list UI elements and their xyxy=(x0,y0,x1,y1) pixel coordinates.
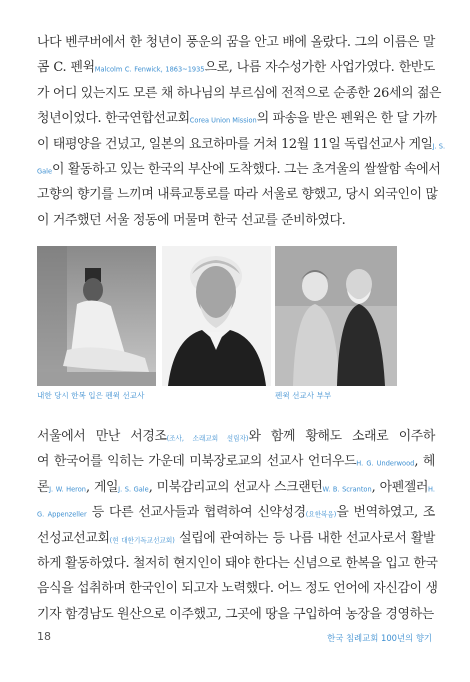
text-line xyxy=(37,424,435,449)
inline-annotation: (요한복음) xyxy=(305,510,337,519)
body-text: 청년이었다. 한국연합선교회 xyxy=(37,111,190,127)
inline-annotation: J. W. Heron xyxy=(49,485,86,494)
inline-annotation: J. S. Gale xyxy=(118,485,149,494)
text-line xyxy=(37,449,435,474)
text-line xyxy=(37,500,435,525)
inline-annotation: H. xyxy=(428,485,435,494)
text-line xyxy=(37,526,435,551)
body-text: , 헤 xyxy=(414,454,435,470)
body-text: 하게 활동하였다. 철저히 현지인이 돼야 한다는 신념으로 한복을 입고 한국 xyxy=(37,555,438,571)
body-text: 론 xyxy=(37,479,50,495)
body-text: 음식을 섭취하며 한국인이 되고자 노력했다. 어느 정도 언어에 자신감이 생 xyxy=(37,581,438,597)
body-text: , 아펜젤러 xyxy=(371,479,429,495)
photo-caption-right: 펜윅 선교사 부부 xyxy=(275,391,332,400)
body-text: 와 함께 황해도 소래로 이주하 xyxy=(248,429,436,444)
text-line xyxy=(37,602,435,627)
inline-annotation: J. S. xyxy=(432,142,446,151)
inline-annotation: (조사, 소래교회 설립자) xyxy=(166,434,249,443)
inline-annotation: (현 대한기독교선교회) xyxy=(109,536,175,545)
body-text: 으로, 나름 자수성가한 사업가였다. 한반도 xyxy=(204,60,436,76)
photo-fenwick-portrait xyxy=(162,246,271,386)
text-line xyxy=(37,551,438,576)
text-line xyxy=(37,55,435,80)
body-text: 기자 함경남도 원산으로 이주했고, 그곳에 땅을 구입하여 농장을 경영하는 xyxy=(37,606,434,622)
body-text: 설립에 관여하는 등 나름 내한 선교사로서 활발 xyxy=(174,530,435,546)
photo-fenwick-couple xyxy=(275,246,397,386)
text-line xyxy=(37,132,446,157)
body-paragraph-2 xyxy=(37,424,438,627)
photo-man-in-hanbok xyxy=(37,246,156,386)
page-number: 18 xyxy=(37,630,51,643)
body-text: 을 번역하였고, 조 xyxy=(336,505,435,521)
inline-annotation: W. B. Scranton xyxy=(322,485,372,494)
text-line xyxy=(37,30,435,55)
inline-annotation: H. G. Underwood xyxy=(356,459,415,468)
body-text: 의 파송을 받은 펜윅은 한 달 가까 xyxy=(256,111,437,127)
body-text: 이 거주했던 서울 정동에 머물며 한국 선교를 준비하였다. xyxy=(37,212,346,228)
body-text: 등 다른 선교사들과 협력하여 신약성경 xyxy=(86,505,306,521)
inline-annotation: Gale xyxy=(37,167,53,176)
text-line xyxy=(37,182,438,207)
body-text: 가 어디 있는지도 모른 채 하나님의 부르심에 전적으로 순종한 26세의 젊은 xyxy=(37,85,442,101)
body-text: , 게일 xyxy=(85,479,119,495)
text-line xyxy=(37,208,435,233)
body-text: , 미북감리교의 선교사 스크랜턴 xyxy=(148,479,323,495)
running-head: 한국 침례교회 100년의 향기 xyxy=(327,633,432,643)
text-line xyxy=(37,475,435,500)
body-text: 나다 벤쿠버에서 한 청년이 풍운의 꿈을 안고 배에 올랐다. 그의 이름은 말 xyxy=(37,35,435,50)
body-text: 여 한국어를 익히는 가운데 미북장로교의 선교사 언더우드 xyxy=(37,454,357,470)
text-line xyxy=(37,81,442,106)
body-text: 이 태평양을 건넜고, 일본의 요코하마를 거쳐 12월 11일 독립선교사 게일 xyxy=(37,136,433,152)
text-line xyxy=(37,106,435,131)
inline-annotation: Corea Union Mission xyxy=(189,116,257,125)
body-text: 고향의 향기를 느끼며 내륙교통로를 따라 서울로 향했고, 당시 외국인이 많 xyxy=(37,187,438,203)
body-paragraph-1 xyxy=(37,30,446,233)
body-text: 콤 C. 펜윅 xyxy=(37,60,95,76)
text-line xyxy=(37,157,441,182)
body-text: 선성교선교회 xyxy=(37,530,110,546)
body-text: 서울에서 만난 서경조 xyxy=(37,429,167,444)
text-line xyxy=(37,576,438,601)
inline-annotation: Malcolm C. Fenwick, 1863~1935 xyxy=(94,65,205,74)
body-text: 이 활동하고 있는 한국의 부산에 도착했다. 그는 초겨울의 쌀쌀함 속에서 xyxy=(52,161,441,177)
inline-annotation: G. Appenzeller xyxy=(37,510,87,519)
photo-caption-left: 내한 당시 한복 입은 펜윅 선교사 xyxy=(37,391,145,400)
